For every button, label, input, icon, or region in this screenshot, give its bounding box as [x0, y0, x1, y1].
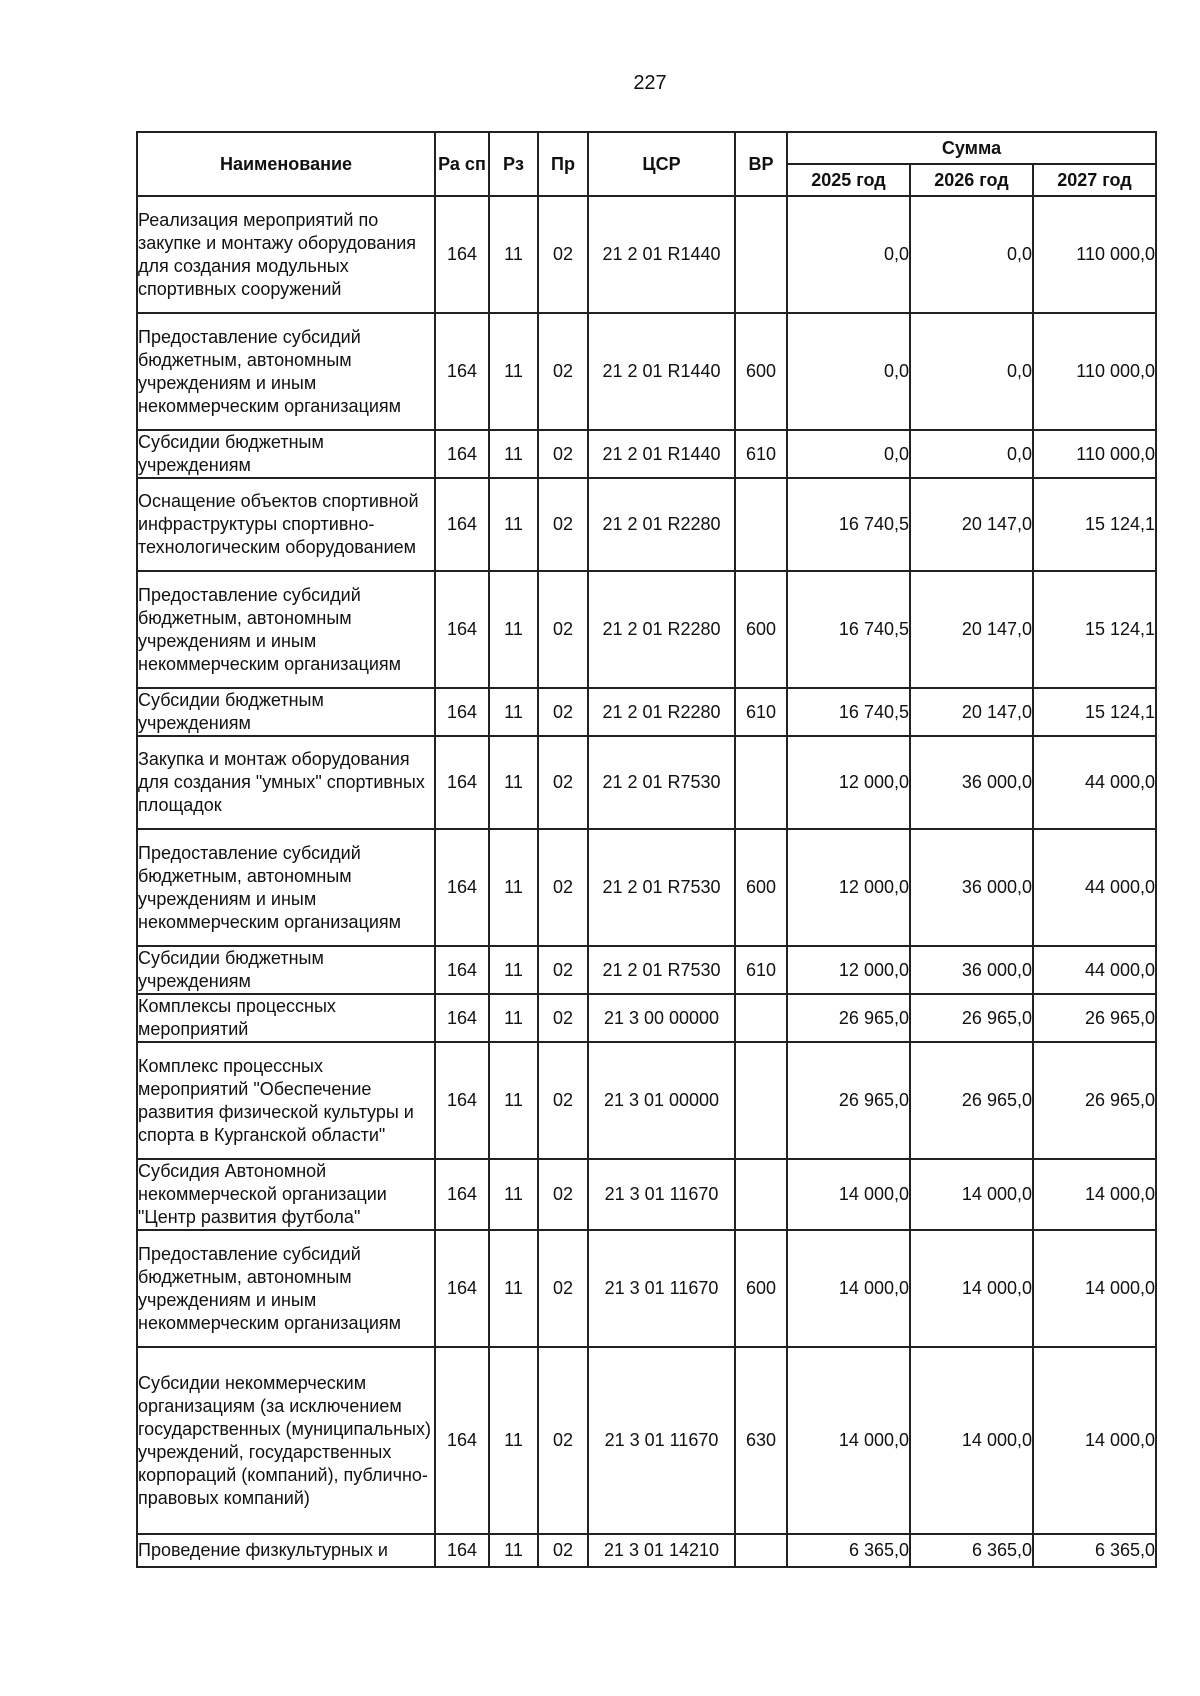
cell-2027: 14 000,0: [1033, 1347, 1156, 1534]
cell-2027: 15 124,1: [1033, 478, 1156, 571]
cell-2027: 14 000,0: [1033, 1230, 1156, 1347]
cell-vr: 610: [735, 946, 787, 994]
header-year-2025: 2025 год: [787, 164, 910, 196]
cell-rasp: 164: [435, 313, 489, 430]
cell-csr: 21 2 01 R2280: [588, 688, 735, 736]
cell-2025: 12 000,0: [787, 829, 910, 946]
cell-2026: 0,0: [910, 430, 1033, 478]
cell-rasp: 164: [435, 1534, 489, 1567]
cell-2026: 14 000,0: [910, 1230, 1033, 1347]
cell-rasp: 164: [435, 196, 489, 313]
cell-csr: 21 2 01 R1440: [588, 313, 735, 430]
cell-csr: 21 2 01 R1440: [588, 196, 735, 313]
cell-rz: 11: [489, 829, 538, 946]
cell-rasp: 164: [435, 1347, 489, 1534]
table-row: [137, 829, 1156, 946]
cell-name: Субсидии некоммерческим организациям (за исключением государственных (муниципальных) учреждений, государственных корпораций (компаний), публично-правовых компаний): [137, 1347, 435, 1534]
cell-rz: 11: [489, 430, 538, 478]
cell-pr: 02: [538, 688, 588, 736]
cell-rz: 11: [489, 313, 538, 430]
cell-2025: 12 000,0: [787, 946, 910, 994]
cell-pr: 02: [538, 1347, 588, 1534]
cell-2026: 0,0: [910, 196, 1033, 313]
cell-pr: 02: [538, 313, 588, 430]
cell-2026: 36 000,0: [910, 946, 1033, 994]
cell-pr: 02: [538, 1159, 588, 1230]
cell-name: Предоставление субсидий бюджетным, автономным учреждениям и иным некоммерческим организациям: [137, 829, 435, 946]
cell-vr: [735, 1042, 787, 1159]
cell-csr: 21 3 01 14210: [588, 1534, 735, 1567]
cell-name: Проведение физкультурных и: [137, 1534, 435, 1567]
cell-name: Субсидии бюджетным учреждениям: [137, 430, 435, 478]
cell-2027: 26 965,0: [1033, 994, 1156, 1042]
cell-rasp: 164: [435, 478, 489, 571]
cell-2026: 20 147,0: [910, 688, 1033, 736]
cell-2026: 26 965,0: [910, 994, 1033, 1042]
cell-2027: 26 965,0: [1033, 1042, 1156, 1159]
cell-rz: 11: [489, 571, 538, 688]
cell-rasp: 164: [435, 430, 489, 478]
cell-2025: 0,0: [787, 430, 910, 478]
cell-2025: 14 000,0: [787, 1159, 910, 1230]
cell-2027: 44 000,0: [1033, 736, 1156, 829]
cell-rz: 11: [489, 478, 538, 571]
table-row: [137, 1042, 1156, 1159]
cell-name: Оснащение объектов спортивной инфраструктуры спортивно-технологическим оборудованием: [137, 478, 435, 571]
cell-csr: 21 3 01 00000: [588, 1042, 735, 1159]
cell-csr: 21 2 01 R7530: [588, 736, 735, 829]
header-name: Наименование: [137, 132, 435, 196]
cell-rasp: 164: [435, 1042, 489, 1159]
cell-rz: 11: [489, 196, 538, 313]
table-body: [137, 196, 1156, 1567]
cell-2027: 14 000,0: [1033, 1159, 1156, 1230]
cell-2027: 44 000,0: [1033, 946, 1156, 994]
cell-2027: 110 000,0: [1033, 430, 1156, 478]
cell-rz: 11: [489, 1347, 538, 1534]
cell-rasp: 164: [435, 829, 489, 946]
table-header: [137, 132, 1156, 196]
cell-vr: 610: [735, 430, 787, 478]
cell-2026: 14 000,0: [910, 1347, 1033, 1534]
cell-vr: 610: [735, 688, 787, 736]
cell-2026: 6 365,0: [910, 1534, 1033, 1567]
table-row: [137, 994, 1156, 1042]
cell-pr: 02: [538, 946, 588, 994]
table-row: [137, 478, 1156, 571]
cell-vr: [735, 736, 787, 829]
cell-2025: 16 740,5: [787, 478, 910, 571]
cell-name: Предоставление субсидий бюджетным, автономным учреждениям и иным некоммерческим организациям: [137, 571, 435, 688]
cell-name: Реализация мероприятий по закупке и монтажу оборудования для создания модульных спортивных сооружений: [137, 196, 435, 313]
cell-2026: 14 000,0: [910, 1159, 1033, 1230]
cell-name: Комплекс процессных мероприятий "Обеспечение развития физической культуры и спорта в Курганской области": [137, 1042, 435, 1159]
cell-rasp: 164: [435, 994, 489, 1042]
cell-vr: 600: [735, 829, 787, 946]
cell-pr: 02: [538, 1042, 588, 1159]
cell-rz: 11: [489, 1534, 538, 1567]
header-csr: ЦСР: [588, 132, 735, 196]
cell-pr: 02: [538, 571, 588, 688]
cell-rasp: 164: [435, 571, 489, 688]
header-year-2027: 2027 год: [1033, 164, 1156, 196]
header-rasp: Ра сп: [435, 132, 489, 196]
cell-2025: 0,0: [787, 196, 910, 313]
cell-rasp: 164: [435, 688, 489, 736]
cell-2027: 15 124,1: [1033, 688, 1156, 736]
table-row: [137, 946, 1156, 994]
cell-pr: 02: [538, 736, 588, 829]
table-row: [137, 1159, 1156, 1230]
table-row: [137, 688, 1156, 736]
cell-name: Закупка и монтаж оборудования для создания "умных" спортивных площадок: [137, 736, 435, 829]
cell-2025: 6 365,0: [787, 1534, 910, 1567]
cell-2025: 14 000,0: [787, 1230, 910, 1347]
page-number: 227: [633, 72, 667, 94]
cell-name: Предоставление субсидий бюджетным, автономным учреждениям и иным некоммерческим организациям: [137, 313, 435, 430]
cell-2025: 16 740,5: [787, 571, 910, 688]
cell-2025: 0,0: [787, 313, 910, 430]
budget-table: [136, 131, 1157, 1568]
table-row: [137, 1347, 1156, 1534]
cell-2026: 0,0: [910, 313, 1033, 430]
header-pr: Пр: [538, 132, 588, 196]
cell-csr: 21 2 01 R7530: [588, 946, 735, 994]
cell-pr: 02: [538, 196, 588, 313]
cell-csr: 21 2 01 R2280: [588, 478, 735, 571]
cell-rasp: 164: [435, 1230, 489, 1347]
cell-rz: 11: [489, 1159, 538, 1230]
cell-2025: 14 000,0: [787, 1347, 910, 1534]
cell-csr: 21 2 01 R7530: [588, 829, 735, 946]
cell-vr: [735, 478, 787, 571]
cell-rasp: 164: [435, 946, 489, 994]
cell-name: Предоставление субсидий бюджетным, автономным учреждениям и иным некоммерческим организациям: [137, 1230, 435, 1347]
cell-2026: 36 000,0: [910, 736, 1033, 829]
header-year-2026: 2026 год: [910, 164, 1033, 196]
cell-name: Субсидии бюджетным учреждениям: [137, 946, 435, 994]
header-vr: ВР: [735, 132, 787, 196]
header-rz: Рз: [489, 132, 538, 196]
cell-pr: 02: [538, 430, 588, 478]
cell-pr: 02: [538, 478, 588, 571]
table-row: [137, 313, 1156, 430]
cell-rasp: 164: [435, 1159, 489, 1230]
cell-pr: 02: [538, 1534, 588, 1567]
table-row: [137, 196, 1156, 313]
header-sum: Сумма: [787, 132, 1156, 164]
cell-vr: 630: [735, 1347, 787, 1534]
cell-2026: 36 000,0: [910, 829, 1033, 946]
cell-rz: 11: [489, 736, 538, 829]
table-row: [137, 1534, 1156, 1567]
table-row: [137, 571, 1156, 688]
cell-rz: 11: [489, 1042, 538, 1159]
cell-2025: 26 965,0: [787, 1042, 910, 1159]
cell-2026: 20 147,0: [910, 478, 1033, 571]
cell-pr: 02: [538, 994, 588, 1042]
cell-2027: 44 000,0: [1033, 829, 1156, 946]
cell-2025: 16 740,5: [787, 688, 910, 736]
cell-2026: 26 965,0: [910, 1042, 1033, 1159]
table-row: [137, 736, 1156, 829]
cell-rz: 11: [489, 1230, 538, 1347]
cell-rasp: 164: [435, 736, 489, 829]
cell-vr: 600: [735, 1230, 787, 1347]
cell-2025: 26 965,0: [787, 994, 910, 1042]
cell-name: Субсидии бюджетным учреждениям: [137, 688, 435, 736]
cell-rz: 11: [489, 946, 538, 994]
cell-csr: 21 2 01 R2280: [588, 571, 735, 688]
cell-csr: 21 3 01 11670: [588, 1230, 735, 1347]
cell-2027: 110 000,0: [1033, 313, 1156, 430]
cell-csr: 21 3 01 11670: [588, 1347, 735, 1534]
cell-vr: [735, 1534, 787, 1567]
cell-2025: 12 000,0: [787, 736, 910, 829]
cell-pr: 02: [538, 1230, 588, 1347]
cell-csr: 21 2 01 R1440: [588, 430, 735, 478]
cell-2027: 6 365,0: [1033, 1534, 1156, 1567]
table-row: [137, 1230, 1156, 1347]
cell-2026: 20 147,0: [910, 571, 1033, 688]
cell-csr: 21 3 00 00000: [588, 994, 735, 1042]
table-row: [137, 430, 1156, 478]
cell-rz: 11: [489, 688, 538, 736]
cell-2027: 110 000,0: [1033, 196, 1156, 313]
cell-2027: 15 124,1: [1033, 571, 1156, 688]
cell-pr: 02: [538, 829, 588, 946]
cell-vr: [735, 196, 787, 313]
cell-rz: 11: [489, 994, 538, 1042]
cell-name: Комплексы процессных мероприятий: [137, 994, 435, 1042]
cell-vr: 600: [735, 313, 787, 430]
cell-vr: 600: [735, 571, 787, 688]
cell-csr: 21 3 01 11670: [588, 1159, 735, 1230]
cell-vr: [735, 994, 787, 1042]
cell-vr: [735, 1159, 787, 1230]
cell-name: Субсидия Автономной некоммерческой организации "Центр развития футбола": [137, 1159, 435, 1230]
